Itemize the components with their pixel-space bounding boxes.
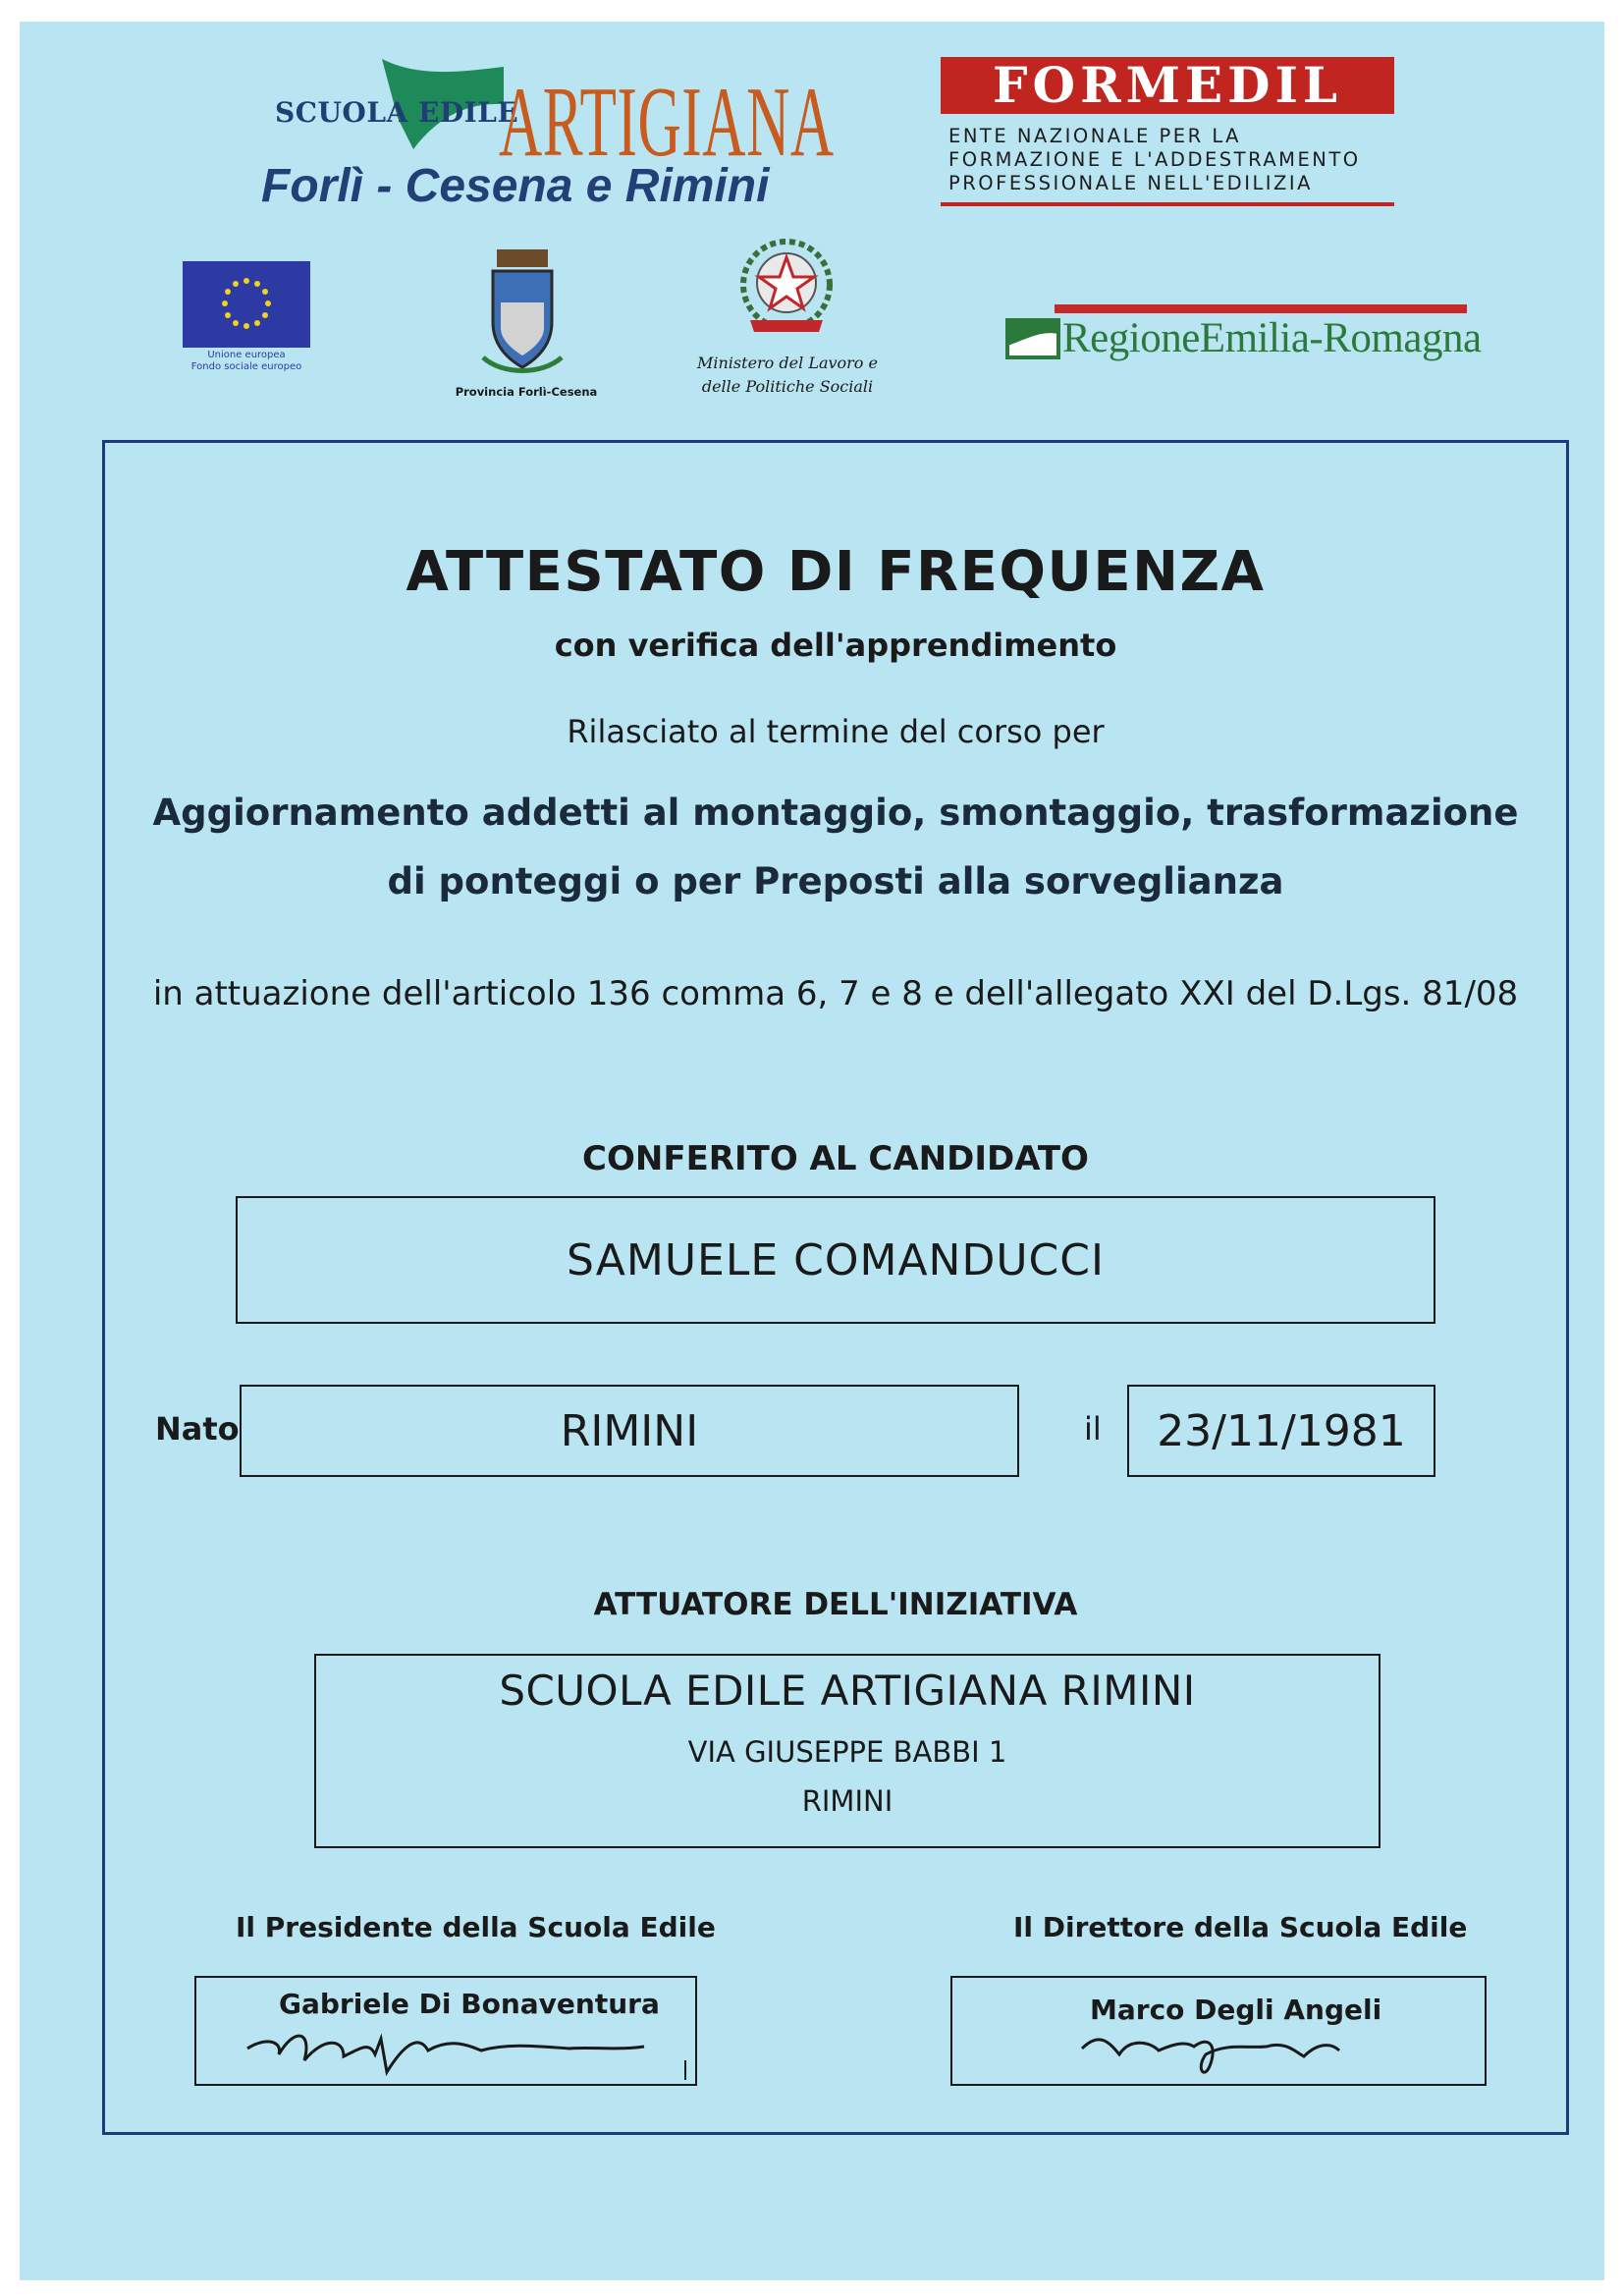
school-big-label: ARTIGIANA (499, 67, 835, 178)
actuator-field (314, 1654, 1380, 1848)
birthplace-field (240, 1385, 1019, 1477)
certificate-title: ATTESTATO DI FREQUENZA (406, 540, 1266, 604)
eu-caption-line-2: Fondo sociale europeo (190, 361, 302, 372)
school-small-label: SCUOLA EDILE (275, 96, 519, 129)
date-label: il (1084, 1410, 1102, 1448)
formedil-rule (941, 202, 1394, 206)
actuator-name: SCUOLA EDILE ARTIGIANA RIMINI (499, 1667, 1196, 1715)
certificate-subtitle: con verifica dell'apprendimento (554, 627, 1117, 664)
law-reference: in attuazione dell'articolo 136 comma 6, 7 e 8 e dell'allegato XXI del D.Lgs. 81/08 (152, 974, 1519, 1013)
formedil-line-1: ENTE NAZIONALE PER LA (948, 125, 1242, 147)
formedil-line-3: PROFESSIONALE NELL'EDILIZIA (948, 172, 1314, 194)
birthdate-field (1127, 1385, 1435, 1477)
ministry-caption (660, 352, 915, 399)
course-title-line-1: Aggiornamento addetti al montaggio, smontaggio, trasformazione (152, 792, 1519, 834)
region-name: RegioneEmilia-Romagna (1062, 315, 1482, 361)
actuator-address: VIA GIUSEPPE BABBI 1 (687, 1735, 1007, 1769)
scuola-edile-logo (245, 51, 835, 218)
conferred-label: CONFERITO AL CANDIDATO (582, 1139, 1089, 1178)
candidate-name: SAMUELE COMANDUCCI (567, 1234, 1105, 1285)
birthplace: RIMINI (560, 1405, 699, 1456)
formedil-line-2: FORMAZIONE E L'ADDESTRAMENTO (948, 148, 1361, 171)
president-signature-box (194, 1976, 697, 2086)
course-title-line-2: di ponteggi o per Preposti alla sorveglianza (387, 860, 1284, 902)
region-mark-icon (1005, 316, 1060, 359)
director-signature-icon (952, 1978, 1489, 2088)
eu-caption-line-1: Unione europea (207, 350, 286, 360)
province-caption: Provincia Forlì-Cesena (455, 385, 598, 399)
formedil-logo (941, 57, 1394, 208)
province-crest-icon (454, 244, 591, 381)
ministry-line-1: Ministero del Lavoro e (697, 354, 878, 372)
eu-caption (173, 350, 320, 373)
ministry-line-2: delle Politiche Sociali (701, 377, 874, 396)
region-logo (1005, 304, 1482, 369)
president-role: Il Presidente della Scuola Edile (236, 1911, 716, 1943)
born-label: Nato (155, 1410, 240, 1448)
formedil-title: FORMEDIL (993, 56, 1342, 114)
school-subtitle: Forlì - Cesena e Rimini (261, 160, 770, 212)
birthdate: 23/11/1981 (1157, 1405, 1406, 1456)
issued-text: Rilasciato al termine del corso per (567, 713, 1105, 750)
president-name: Gabriele Di Bonaventura (279, 1988, 660, 2020)
republic-emblem-icon (729, 230, 844, 346)
director-signature-box (950, 1976, 1487, 2086)
director-role: Il Direttore della Scuola Edile (1013, 1911, 1468, 1943)
actuator-label: ATTUATORE DELL'INIZIATIVA (593, 1587, 1078, 1622)
eu-flag-icon (183, 261, 310, 348)
candidate-name-field (236, 1196, 1435, 1324)
director-name: Marco Degli Angeli (1090, 1994, 1382, 2026)
region-red-bar (1055, 304, 1467, 313)
president-signature-icon (196, 1978, 699, 2088)
actuator-city: RIMINI (801, 1784, 893, 1818)
